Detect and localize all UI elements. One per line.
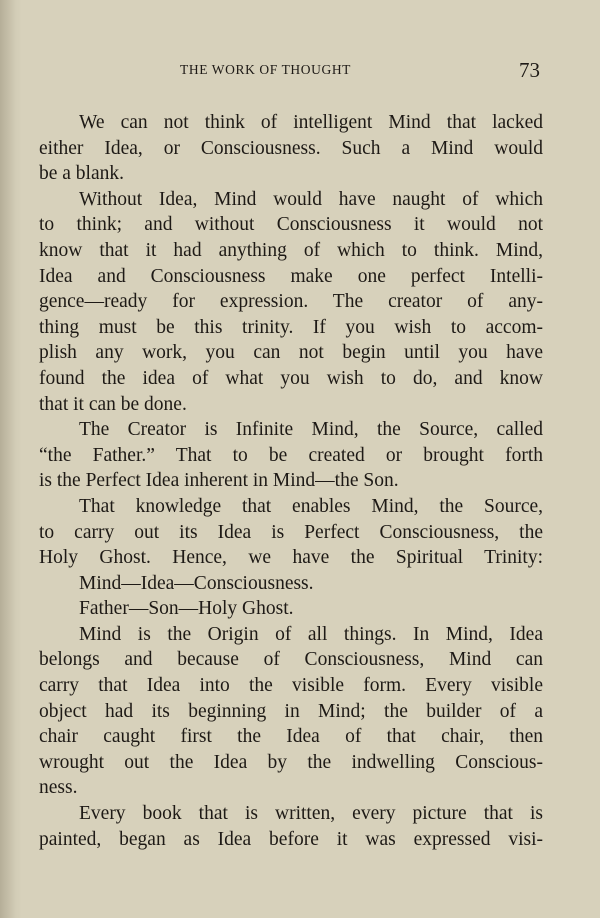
text-line: to think; and without Consciousness it would not [39,214,543,236]
text-line: Without Idea, Mind would have naught of which [79,188,543,210]
text-line: belongs and because of Consciousness, Mind can [39,649,543,671]
page-gutter-shadow [0,0,22,918]
text-line: That knowledge that enables Mind, the Source, [79,495,543,517]
text-line: The Creator is Infinite Mind, the Source, called [79,419,543,441]
text-line: Mind—Idea—Consciousness. [79,572,314,594]
text-line: We can not think of intelligent Mind that lacked [79,112,543,133]
text-line: know that it had anything of which to think. Mind, [39,239,543,261]
text-line: object had its beginning in Mind; the builder of a [39,700,543,722]
text-line: painted, began as Idea before it was expressed visi- [39,828,543,850]
text-line: Idea and Consciousness make one perfect Intelli- [39,265,543,287]
text-line: either Idea, or Consciousness. Such a Mind would [39,137,543,159]
text-line: ness. [39,777,78,799]
text-line: “the Father.” That to be created or brought forth [39,444,543,466]
text-line: that it can be done. [39,393,187,415]
text-line: Holy Ghost. Hence, we have the Spiritual Trinity: [39,547,543,569]
text-line: Every book that is written, every picture that is [79,803,543,825]
text-line: wrought out the Idea by the indwelling Conscious- [39,751,543,773]
text-line: carry that Idea into the visible form. Every visible [39,675,543,697]
page-number: 73 [519,58,540,82]
text-line: gence—ready for expression. The creator of any- [39,291,543,313]
text-line: Father—Son—Holy Ghost. [79,598,294,620]
text-line: chair caught first the Idea of that chair, then [39,726,543,748]
text-line: Mind is the Origin of all things. In Mind, Idea [79,623,543,645]
text-line: found the idea of what you wish to do, and know [39,367,543,389]
text-line: thing must be this trinity. If you wish to accom- [39,316,543,338]
text-line: is the Perfect Idea inherent in Mind—the Son. [39,470,399,492]
text-line: be a blank. [39,163,125,185]
body-text [39,110,543,852]
text-line: plish any work, you can not begin until you have [39,342,543,364]
text-line: to carry out its Idea is Perfect Consciousness, the [39,521,543,543]
running-title: THE WORK OF THOUGHT [180,62,352,77]
